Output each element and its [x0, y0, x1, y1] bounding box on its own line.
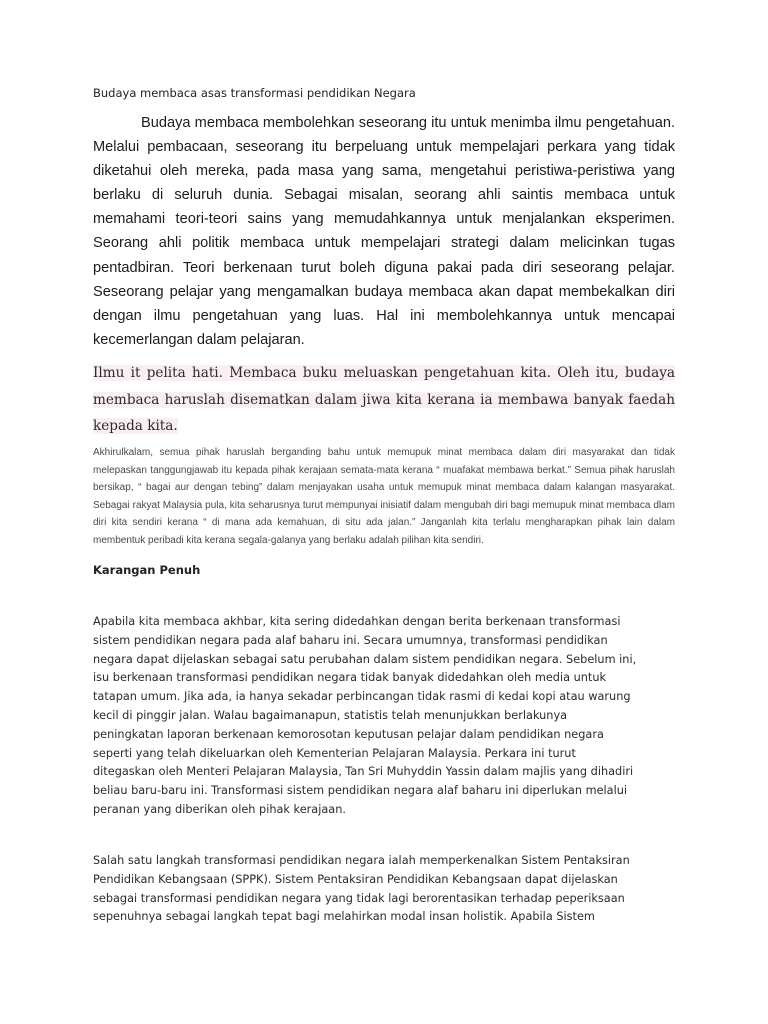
essay-paragraph-2: Salah satu langkah transformasi pendidikan negara ialah memperkenalkan Sistem Pentaksiran Pendidikan Kebangsaan (SPPK). Sistem Pentaksiran Pendidikan Kebangsaan dapat dijelaskan sebagai transformasi pendidikan negara yang tidak lagi berorentasikan terhadap peperiksaan sepenuhnya sebagai langkah tepat bagi melahirkan modal insan holistik. Apabila Sistem	[93, 854, 630, 924]
intro-paragraph: Budaya membaca membolehkan seseorang itu untuk menimba ilmu pengetahuan. Melalui pembacaan, seseorang itu berpeluang untuk mempelajari perkara yang tidak diketahui oleh mereka, pada masa yang sama, mengetahui peristiwa-peristiwa yang berlaku di seluruh dunia. Sebagai misalan, seorang ahli saintis membaca untuk memahami teori-teori sains yang memudahkannya untuk menjalankan eksperimen. Seorang ahli politik membaca untuk mempelajari strategi dalam melicinkan tugas pentadbiran. Teori berkenaan turut boleh diguna pakai pada diri seseorang pelajar. Seseorang pelajar yang mengamalkan budaya membaca akan dapat membekalkan diri dengan ilmu pengetahuan yang luas. Hal ini membolehkannya untuk mencapai kecemerlangan dalam pelajaran.	[93, 115, 675, 348]
conclusion-paragraph: Akhirulkalam, semua pihak haruslah berganding bahu untuk memupuk minat membaca dalam diri masyarakat dan tidak melepaskan tanggungjawab itu kepada pihak kerajaan semata-mata kerana “ muafakat membawa berkat.” Semua pihak haruslah bersikap, “ bagai aur dengan tebing” dalam menjayakan usaha untuk memupuk minat membaca dalam kalangan masyarakat. Sebagai rakyat Malaysia pula, kita seharusnya turut mempunyai inisiatif dalam mengubah diri bagi memupuk minat membaca dlam diri kita sendiri kerana “ di mana ada kemahuan, di situ ada jalan.” Janganlah kita terlalu mengharapkan pihak lain dalam membentuk peribadi kita kerana segala-galanya yang berlaku adalah pilihan kita sendiri.	[93, 447, 675, 546]
essay-paragraph-1: Apabila kita membaca akhbar, kita sering didedahkan dengan berita berkenaan transformasi sistem pendidikan negara pada alaf baharu ini. Secara umumnya, transformasi pendidikan negara dapat dijelaskan sebagai satu perubahan dalam sistem pendidikan negara. Sebelum ini, isu berkenaan transformasi pendidikan negara tidak banyak didedahkan oleh media untuk tatapan umum. Jika ada, ia hanya sekadar perbincangan tidak rasmi di kedai kopi atau warung kecil di pinggir jalan. Walau bagaimanapun, statistis telah menunjukkan berlakunya peningkatan laporan berkenaan kemorosotan keputusan pelajar dalam pendidikan negara seperti yang telah dikeluarkan oleh Kementerian Pelajaran Malaysia. Perkara ini turut ditegaskan oleh Menteri Pelajaran Malaysia, Tan Sri Muhyddin Yassin dalam majlis yang dihadiri beliau baru-baru ini. Transformasi sistem pendidikan negara alaf baharu ini diperlukan melalui peranan yang diberikan oleh pihak kerajaan.	[93, 615, 637, 816]
document-title: Budaya membaca asas transformasi pendidikan Negara	[93, 86, 416, 100]
section-heading: Karangan Penuh	[93, 563, 201, 577]
quote-highlight: Ilmu it pelita hati. Membaca buku meluaskan pengetahuan kita. Oleh itu, budaya membaca haruslah disematkan dalam jiwa kita kerana ia membawa banyak faedah kepada kita.	[93, 365, 675, 434]
quote-paragraph	[93, 360, 675, 440]
